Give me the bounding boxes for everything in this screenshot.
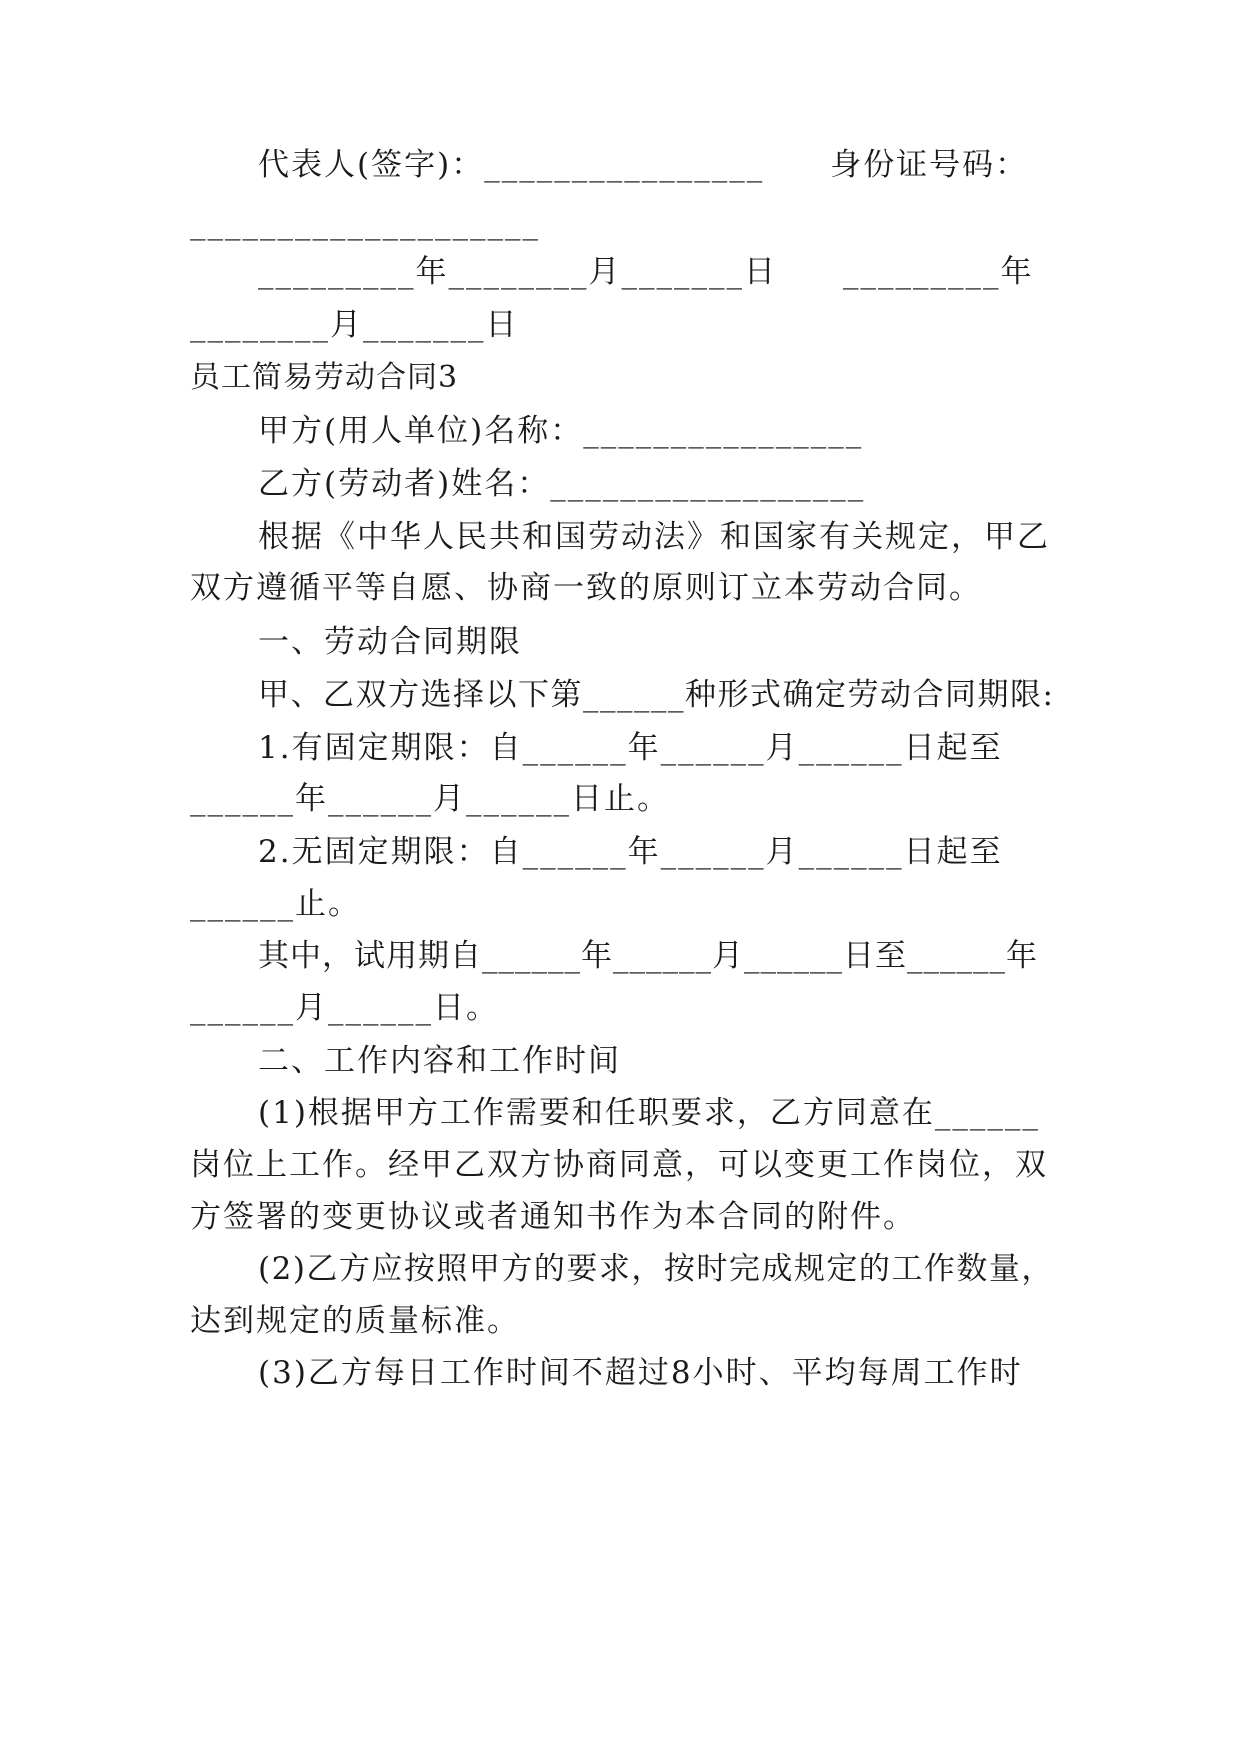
clause-heading-2: 二、工作内容和工作时间 xyxy=(258,1043,621,1079)
paragraph-line: 方签署的变更协议或者通知书作为本合同的附件。 xyxy=(190,1199,916,1235)
date-line-continued: ________月_______日 xyxy=(190,307,519,343)
paragraph-line: 甲、乙双方选择以下第______种形式确定劳动合同期限: xyxy=(258,677,1055,713)
paragraph-line: 根据《中华人民共和国劳动法》和国家有关规定，甲乙 xyxy=(258,519,1050,555)
paragraph-line: 达到规定的质量标准。 xyxy=(190,1303,520,1339)
representative-signature-line: 代表人(签字)：________________ 身份证号码： xyxy=(258,147,1029,183)
probation-line-continued: ______月______日。 xyxy=(190,990,499,1026)
fixed-term-line-continued: ______年______月______日止。 xyxy=(190,781,670,817)
party-b-name-line: 乙方(劳动者)姓名：__________________ xyxy=(258,466,866,502)
fixed-term-line: 1.有固定期限：自______年______月______日起至 xyxy=(258,730,1003,766)
paragraph-line: (2)乙方应按照甲方的要求，按时完成规定的工作数量， xyxy=(258,1251,1054,1287)
paragraph-line: (1)根据甲方工作需要和任职要求，乙方同意在______ xyxy=(258,1095,1040,1131)
section-title: 员工简易劳动合同3 xyxy=(190,360,459,395)
paragraph-line: (3)乙方每日工作时间不超过8小时、平均每周工作时 xyxy=(258,1355,1023,1391)
paragraph-line: 岗位上工作。经甲乙双方协商同意，可以变更工作岗位，双 xyxy=(190,1147,1048,1183)
open-term-line-continued: ______止。 xyxy=(190,886,361,922)
party-a-name-line: 甲方(用人单位)名称：________________ xyxy=(258,413,864,449)
paragraph-line: 双方遵循平等自愿、协商一致的原则订立本劳动合同。 xyxy=(190,570,982,606)
clause-heading-1: 一、劳动合同期限 xyxy=(258,624,522,660)
id-number-blank: ____________________ xyxy=(190,205,540,241)
open-term-line: 2.无固定期限：自______年______月______日起至 xyxy=(258,834,1003,870)
probation-line: 其中，试用期自______年______月______日至______年 xyxy=(258,938,1038,974)
date-line: _________年________月_______日 _________年 xyxy=(258,254,1034,290)
